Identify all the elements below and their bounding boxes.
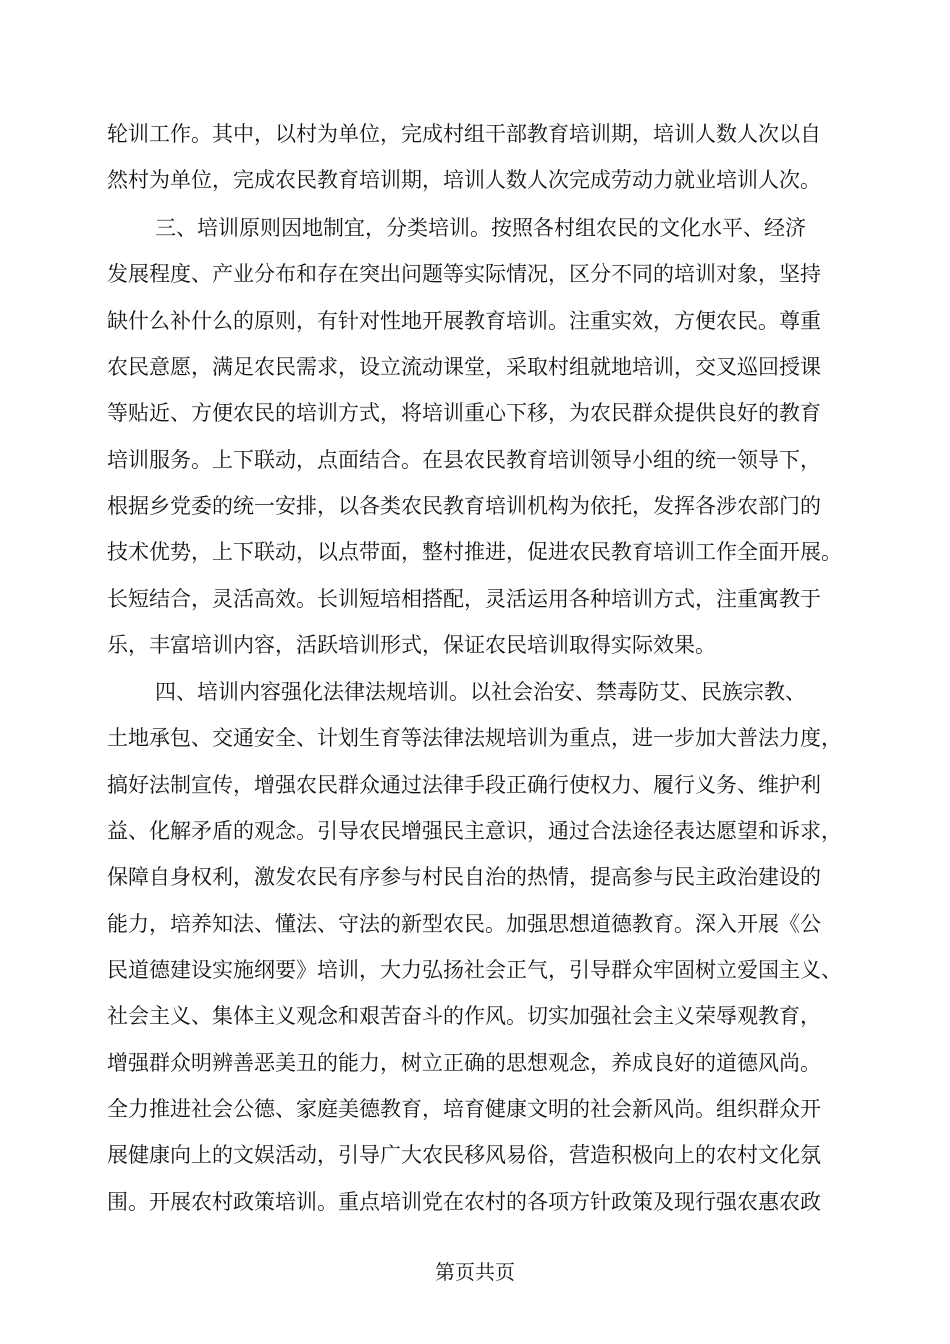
paragraph-4-heading-line: 四、培训内容强化法律法规培训。以社会治安、禁毒防艾、民族宗教、: [155, 680, 806, 704]
text-line: 缺什么补什么的原则，有针对性地开展教育培训。注重实效，方便农民。尊重: [107, 309, 821, 333]
text-line: 培训服务。上下联动，点面结合。在县农民教育培训领导小组的统一领导下，: [107, 448, 821, 472]
text-line: 全力推进社会公德、家庭美德教育，培育健康文明的社会新风尚。组织群众开: [107, 1097, 821, 1121]
text-line: 等贴近、方便农民的培训方式，将培训重心下移，为农民群众提供良好的教育: [107, 401, 821, 425]
text-line: 保障自身权利，激发农民有序参与村民自治的热情，提高参与民主政治建设的: [107, 865, 821, 889]
text-line: 围。开展农村政策培训。重点培训党在农村的各项方针政策及现行强农惠农政: [107, 1190, 821, 1214]
text-line: 农民意愿，满足农民需求，设立流动课堂，采取村组就地培训，交叉巡回授课: [107, 355, 821, 379]
text-line: 然村为单位，完成农民教育培训期，培训人数人次完成劳动力就业培训人次。: [107, 168, 821, 192]
text-line: 根据乡党委的统一安排，以各类农民教育培训机构为依托，发挥各涉农部门的: [107, 494, 821, 518]
text-line: 技术优势，上下联动，以点带面，整村推进，促进农民教育培训工作全面开展。: [107, 540, 842, 564]
text-line: 增强群众明辨善恶美丑的能力，树立正确的思想观念，养成良好的道德风尚。: [107, 1051, 821, 1075]
text-line: 展健康向上的文娱活动，引导广大农民移风易俗，营造积极向上的农村文化氛: [107, 1143, 821, 1167]
paragraph-3-heading-line: 三、培训原则因地制宜，分类培训。按照各村组农民的文化水平、经济: [155, 216, 806, 240]
text-line: 民道德建设实施纲要》培训，大力弘扬社会正气，引导群众牢固树立爱国主义、: [107, 958, 842, 982]
text-line: 土地承包、交通安全、计划生育等法律法规培训为重点，进一步加大普法力度，: [107, 726, 842, 750]
text-line: 长短结合，灵活高效。长训短培相搭配，灵活运用各种培训方式，注重寓教于: [107, 587, 821, 611]
text-line: 乐，丰富培训内容，活跃培训形式，保证农民培训取得实际效果。: [107, 633, 716, 657]
text-line: 能力，培养知法、懂法、守法的新型农民。加强思想道德教育。深入开展《公: [107, 912, 821, 936]
text-line: 搞好法制宣传，增强农民群众通过法律手段正确行使权力、履行义务、维护利: [107, 773, 821, 797]
text-line: 益、化解矛盾的观念。引导农民增强民主意识，通过合法途径表达愿望和诉求，: [107, 819, 842, 843]
text-line: 轮训工作。其中，以村为单位，完成村组干部教育培训期，培训人数人次以自: [107, 122, 821, 146]
text-line: 社会主义、集体主义观念和艰苦奋斗的作风。切实加强社会主义荣辱观教育，: [107, 1004, 821, 1028]
page-footer: 第页共页: [435, 1260, 515, 1284]
text-line: 发展程度、产业分布和存在突出问题等实际情况，区分不同的培训对象，坚持: [107, 262, 821, 286]
